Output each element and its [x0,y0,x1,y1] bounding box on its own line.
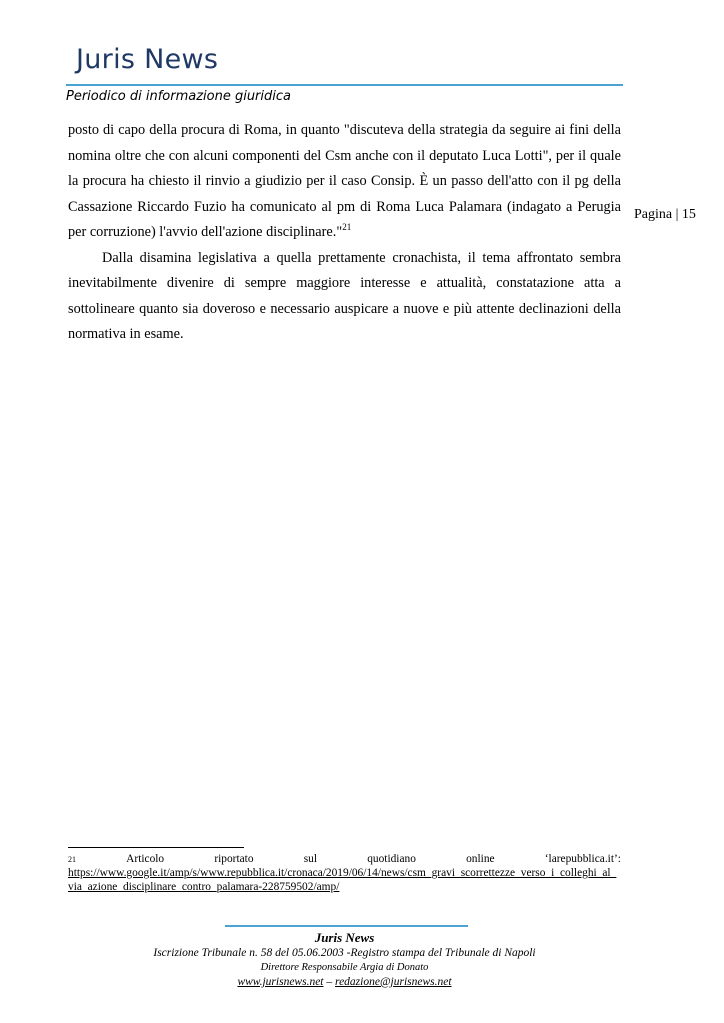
page-word: Pagina [634,207,673,222]
footnote-source-link[interactable]: https://www.google.it/amp/s/www.repubblica.it/cronaca/2019/06/14/news/csm_gravi_scorrettezze_verso_i_colleghi_al_via_azione_disciplinare_contro_palamara-228759502/amp/ [68,867,617,893]
footnote-first-line: 21 Articolo riportato sul quotidiano online ‘larepubblica.it’: [68,853,621,865]
page-footer [68,929,621,990]
footnote-word: riportato [214,853,254,865]
footer-divider [225,925,468,927]
footnote-word: ‘larepubblica.it’: [544,853,621,865]
footnote-word: quotidiano [367,853,416,865]
page-separator: | [675,207,679,222]
footnote-word: sul [303,853,318,865]
footer-dash: – [326,976,333,988]
footer-title: Juris News [314,930,375,945]
footnote-word: Articolo [126,853,165,865]
footer-registration: Iscrizione Tribunale n. 58 del 05.06.2003 -Registro stampa del Tribunale di Napoli [153,947,536,959]
paragraph-1-text: posto di capo della procura di Roma, in quanto "discuteva della strategia da seguire ai fini della nomina oltre che con alcuni componenti del Csm anche con il deputato Luca Lotti", per il quale la procura ha chiesto il rinvio a giudizio per il caso Consip. È un passo dell'atto con il pg della Cassazione Riccardo Fuzio ha comunicato al pm di Roma Luca Palamara (indagato a Perugia per corruzione) l'avvio dell'azione disciplinare." [68,122,621,240]
footnote-reference[interactable]: 21 [342,222,352,233]
email-link[interactable]: redazione@jurisnews.net [335,976,452,988]
header-divider [66,84,623,86]
journal-title: Juris News [76,44,219,75]
footnote-divider [68,847,244,848]
paragraph-1 [68,118,621,246]
page-number-label [634,206,696,224]
paragraph-2: Dalla disamina legislativa a quella prettamente cronachista, il tema affrontato sembra inevitabilmente divenire di sempre maggiore interesse e attualità, constatazione atta a sottolineare quanto sia doveroso e necessario auspicare a nuove e più attente declinazioni della normativa in esame. [68,249,621,342]
article-body [68,118,621,348]
footnote [68,852,621,894]
footer-director: Direttore Responsabile Argia di Donato [260,962,429,973]
journal-subtitle: Periodico di informazione giuridica [66,89,291,104]
page-number: 15 [681,207,696,222]
footnote-word: online [466,853,495,865]
website-link[interactable]: www.jurisnews.net [237,976,324,988]
footer-contacts [68,975,621,990]
